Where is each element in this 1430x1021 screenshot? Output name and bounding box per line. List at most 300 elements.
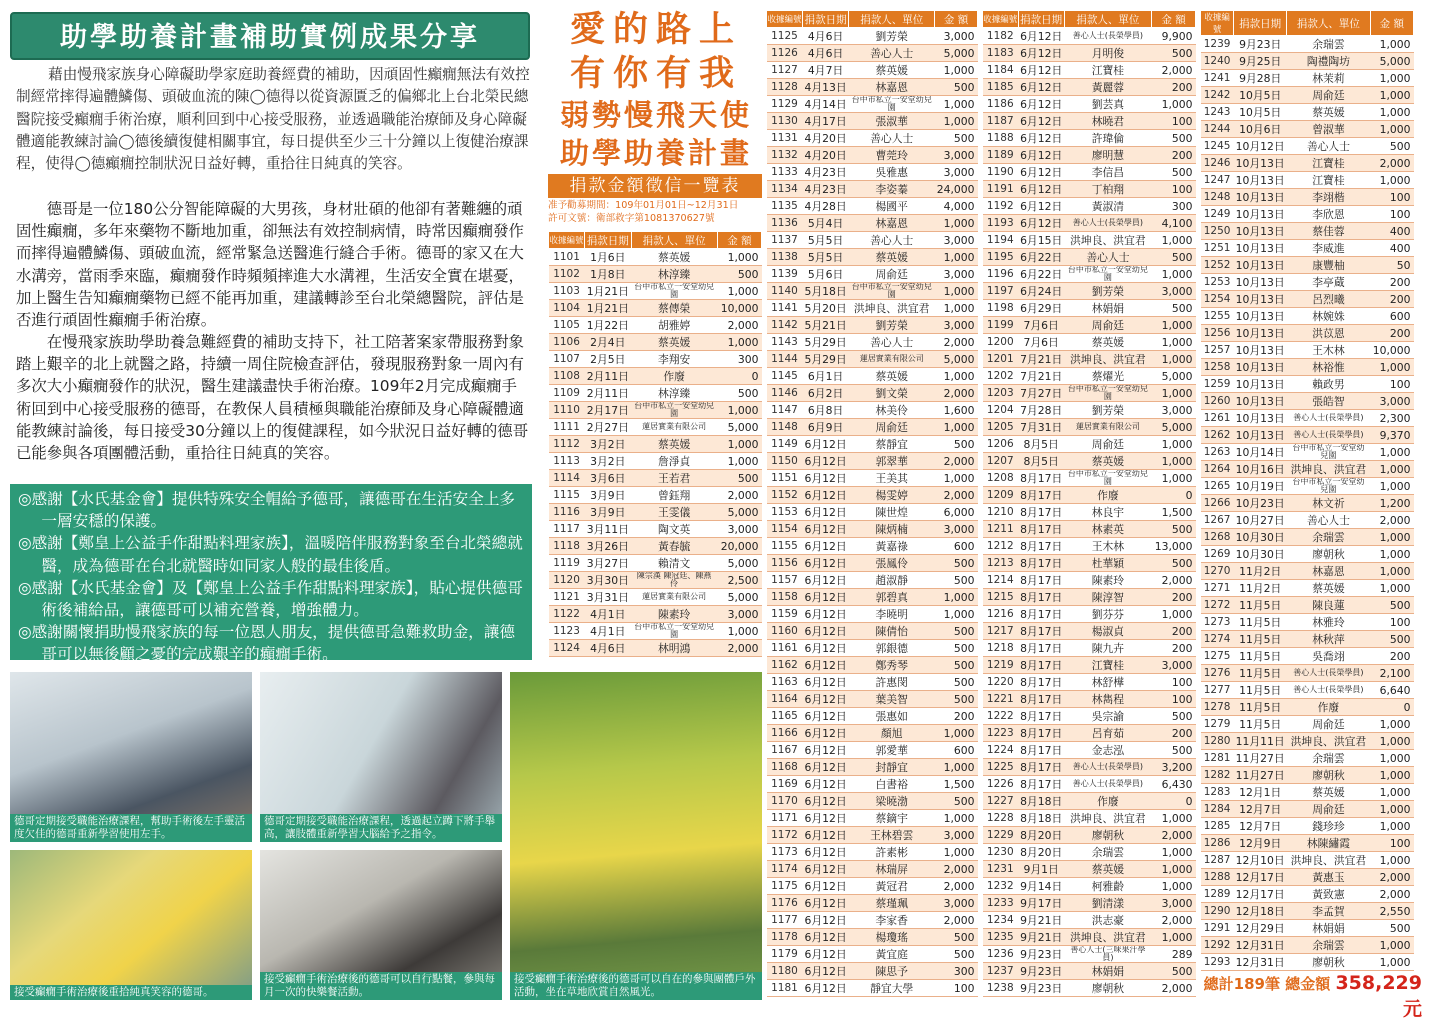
table-cell: 1174	[767, 861, 803, 878]
table-row	[549, 368, 762, 385]
table-cell: 8月17日	[1020, 590, 1063, 604]
totals	[1200, 972, 1422, 1021]
table-cell: 5,000	[935, 45, 978, 62]
table-cell: 蔡英媛	[1287, 104, 1370, 121]
table-cell: 5,000	[717, 419, 761, 436]
table-cell: 1,000	[1152, 878, 1196, 895]
table-cell: 1107	[549, 351, 585, 368]
table-cell: 6月12日	[1020, 29, 1063, 43]
table-row	[1201, 818, 1414, 835]
table-cell: 12月31日	[1235, 955, 1285, 969]
table-cell: 6月12日	[804, 862, 847, 876]
table-cell: 1,000	[1370, 937, 1413, 954]
table-cell: 8月17日	[1020, 675, 1063, 689]
table-cell: 8月17日	[1020, 471, 1063, 485]
table-cell: 善心人士(長榮學員)	[1287, 410, 1370, 427]
table-cell: 張惠如	[849, 708, 935, 725]
table-cell: 1,000	[1152, 436, 1196, 453]
table-cell: 1112	[549, 436, 585, 453]
table-row	[1201, 104, 1414, 121]
table-cell: 蔡瑾珮	[849, 895, 935, 912]
table-cell: 林嘉恩	[849, 215, 935, 232]
table-cell: 1258	[1201, 359, 1234, 376]
table-cell: 1151	[767, 470, 803, 487]
table-row	[983, 759, 1196, 776]
table-cell: 1235	[983, 929, 1019, 946]
table-cell: 11月5日	[1234, 682, 1287, 699]
table-cell: 12月7日	[1234, 801, 1287, 818]
table-row	[767, 351, 978, 368]
table-cell: 500	[935, 793, 978, 810]
table-cell: 3月6日	[585, 470, 631, 487]
table-header: 收據編號	[1201, 11, 1234, 36]
table-row	[983, 946, 1196, 963]
table-row	[767, 334, 978, 351]
table-cell: 3,000	[935, 827, 978, 844]
table-row	[767, 691, 978, 708]
table-cell: 蓮居實業有限公司	[631, 419, 717, 436]
table-row	[1201, 597, 1414, 614]
table-row	[549, 266, 762, 283]
table-cell: 5,000	[1370, 53, 1413, 70]
table-cell: 500	[717, 385, 761, 402]
table-cell: 1,000	[935, 96, 978, 113]
table-cell: 林瑞屏	[849, 861, 935, 878]
table-cell: 1,000	[717, 623, 761, 640]
table-cell: 1,000	[1370, 784, 1413, 801]
table-row	[767, 946, 978, 963]
table-cell: 5月29日	[804, 335, 847, 349]
table-cell: 10月13日	[1235, 309, 1285, 323]
table-row	[767, 878, 978, 895]
table-cell: 6月12日	[804, 896, 847, 910]
donation-table-4	[1200, 10, 1414, 971]
table-cell: 5,000	[935, 351, 978, 368]
table-cell: 1145	[767, 368, 803, 385]
story-paragraph-2: 在慢飛家族助學助養急難經費的補助支持下，社工陪著案家帶服務對象踏上艱辛的北上就醫之路，持續一周住院檢查評估，發現服務對象一周內有多次大小癲癇發作的狀況，醫生建議盡快手術治療。109年2月完成癲癇手術回到中心接受服務的德哥，在教保人員積極與職能治療師及身心障礙體適能教練討論後，每日接受30分鐘以上的復健課程，如今狀況日益好轉的德哥已能參與各項團體活動，重拾往日純真的笑容。	[16, 333, 529, 463]
table-cell: 黃惠玉	[1287, 869, 1370, 886]
table-row	[983, 181, 1196, 198]
table-cell: 1163	[767, 674, 803, 691]
table-row	[767, 504, 978, 521]
table-cell: 李欣恩	[1287, 206, 1370, 223]
table-cell: 10月5日	[1234, 104, 1287, 121]
table-cell: 200	[1152, 147, 1196, 164]
table-cell: 廖朝秋	[1064, 827, 1151, 844]
table-row	[767, 181, 978, 198]
table-cell: 林曉君	[1064, 113, 1151, 130]
table-cell: 葉美智	[849, 691, 935, 708]
table-cell: 善心人士	[1287, 138, 1370, 155]
table-cell: 1286	[1201, 835, 1234, 852]
table-cell: 4月13日	[804, 80, 847, 94]
table-row	[767, 895, 978, 912]
table-row	[983, 402, 1196, 419]
table-cell: 0	[717, 368, 761, 385]
table-cell: 1208	[983, 470, 1019, 487]
table-cell: 5月29日	[804, 352, 847, 366]
table-cell: 5,000	[1152, 368, 1196, 385]
table-cell: 劉芬芬	[1064, 606, 1151, 623]
table-cell: 9月23日	[1020, 947, 1063, 961]
table-header: 捐款日期	[1018, 11, 1064, 28]
table-cell: 8月17日	[1020, 522, 1063, 536]
table-cell: 陳炳楠	[849, 521, 935, 538]
table-cell: 100	[1152, 181, 1196, 198]
table-cell: 善心人士(長榮學員)	[1287, 682, 1370, 699]
table-row	[1201, 801, 1414, 818]
table-row	[983, 674, 1196, 691]
table-cell: 6月12日	[804, 641, 847, 655]
table-cell: 1179	[767, 946, 803, 963]
table-header: 金 額	[1370, 11, 1413, 36]
table-row	[1201, 274, 1414, 291]
table-cell: 陳九卉	[1064, 640, 1151, 657]
table-row	[549, 402, 762, 419]
table-cell: 余瑞雲	[1287, 36, 1370, 53]
table-cell: 1,600	[935, 402, 978, 419]
table-cell: 3,000	[1152, 895, 1196, 912]
table-cell: 2,000	[717, 640, 761, 657]
table-cell: 8月5日	[1018, 436, 1064, 453]
table-cell: 台中市私立一安堂幼兒園	[849, 96, 935, 113]
table-cell: 500	[1152, 742, 1196, 759]
table-cell: 蓮居實業有限公司	[849, 351, 935, 368]
table-cell: 洪坤良、洪宜君	[849, 300, 935, 317]
table-cell: 1229	[983, 827, 1019, 844]
table-cell: 1,000	[1152, 351, 1196, 368]
table-cell: 2,000	[1152, 62, 1196, 79]
table-cell: 1275	[1201, 648, 1234, 665]
table-cell: 1133	[767, 164, 803, 181]
table-cell: 2,000	[1370, 155, 1413, 172]
table-cell: 黃致憲	[1287, 886, 1370, 903]
table-cell: 1194	[983, 232, 1019, 249]
table-cell: 黃宜庭	[849, 946, 935, 963]
table-cell: 1,000	[1152, 929, 1196, 946]
table-cell: 4月28日	[804, 199, 847, 213]
table-cell: 3,000	[935, 232, 978, 249]
table-cell: 600	[1370, 308, 1413, 325]
table-cell: 1271	[1201, 580, 1234, 597]
table-cell: 10月13日	[1235, 224, 1285, 238]
story-banner: 助學助養計畫補助實例成果分享	[10, 12, 530, 60]
table-cell: 6月12日	[804, 522, 847, 536]
table-cell: 1277	[1201, 682, 1234, 699]
table-cell: 蔡英媛	[1064, 334, 1151, 351]
table-cell: 500	[1370, 138, 1413, 155]
table-cell: 11月5日	[1234, 631, 1287, 648]
table-cell: 1147	[767, 402, 803, 419]
table-row	[983, 300, 1196, 317]
table-cell: 陳世煌	[849, 504, 935, 521]
table-row	[767, 963, 978, 980]
table-row	[983, 453, 1196, 470]
table-cell: 10月30日	[1235, 530, 1285, 544]
table-cell: 1月21日	[585, 300, 631, 317]
table-cell: 200	[1152, 79, 1196, 96]
table-cell: 1,000	[1152, 861, 1196, 878]
table-cell: 林嘉恩	[1287, 563, 1370, 580]
table-cell: 6月12日	[1020, 97, 1063, 111]
table-cell: 胡雅婷	[631, 317, 717, 334]
table-cell: 1,000	[1370, 87, 1413, 104]
period-info	[548, 199, 764, 225]
table-cell: 2月17日	[585, 402, 631, 419]
table-cell: 1175	[767, 878, 803, 895]
table-cell: 趙淑靜	[849, 572, 935, 589]
table-cell: 1260	[1201, 393, 1234, 410]
table-row	[767, 793, 978, 810]
table-row	[983, 249, 1196, 266]
table-cell: 陳素玲	[631, 606, 717, 623]
table-cell: 1210	[983, 504, 1019, 521]
table-cell: 洪坤良、洪宜君	[1064, 810, 1151, 827]
table-cell: 1,000	[935, 113, 978, 130]
table-cell: 1290	[1201, 903, 1234, 920]
table-cell: 1192	[983, 198, 1019, 215]
table-cell: 許素彬	[849, 844, 935, 861]
table-cell: 500	[1152, 555, 1196, 572]
table-header: 金 額	[935, 11, 978, 28]
table-cell: 6月12日	[1020, 114, 1063, 128]
table-cell: 1150	[767, 453, 803, 470]
table-cell: 蔡英媛	[631, 334, 717, 351]
table-row	[767, 96, 978, 113]
table-cell: 12月7日	[1234, 818, 1287, 835]
table-cell: 1116	[549, 504, 585, 521]
table-cell: 8月17日	[1020, 709, 1063, 723]
table-header: 收據編號	[549, 232, 585, 249]
table-cell: 1219	[983, 657, 1019, 674]
table-cell: 1,000	[1152, 334, 1196, 351]
table-cell: 1,000	[1152, 453, 1196, 470]
table-cell: 1193	[983, 215, 1019, 232]
table-cell: 1253	[1201, 274, 1234, 291]
table-row	[983, 572, 1196, 589]
table-cell: 12月31日	[1235, 938, 1285, 952]
table-cell: 1110	[549, 402, 585, 419]
table-cell: 丁柏翔	[1064, 181, 1151, 198]
table-cell: 4月1日	[585, 623, 631, 640]
table-row	[983, 708, 1196, 725]
permit-line: 許可文號：衛部救字第1081370627號	[548, 213, 715, 224]
table-row	[767, 589, 978, 606]
table-cell: 10月5日	[1234, 87, 1287, 104]
table-cell: 5,000	[717, 589, 761, 606]
table-cell: 曹莞玲	[849, 147, 935, 164]
table-cell: 郭銀德	[849, 640, 935, 657]
table-cell: 林素英	[1064, 521, 1151, 538]
table-cell: 7月21日	[1020, 352, 1063, 366]
table-cell: 1148	[767, 419, 803, 436]
table-cell: 林娟娟	[1064, 300, 1151, 317]
table-cell: 周俞廷	[1287, 87, 1370, 104]
table-cell: 陳素玲	[1064, 572, 1151, 589]
table-cell: 1,000	[1370, 546, 1413, 563]
table-row	[983, 351, 1196, 368]
table-cell: 金志泓	[1064, 742, 1151, 759]
table-cell: 1,000	[1370, 172, 1413, 189]
table-cell: 6月12日	[804, 845, 847, 859]
table-row	[983, 742, 1196, 759]
table-header: 捐款日期	[1234, 11, 1287, 36]
table-cell: 詹淨貞	[631, 453, 717, 470]
table-cell: 2,000	[1370, 886, 1413, 903]
table-cell: 1109	[549, 385, 585, 402]
table-cell: 1183	[983, 45, 1019, 62]
table-cell: 1,000	[1370, 121, 1413, 138]
table-row	[767, 742, 978, 759]
table-cell: 6月12日	[804, 658, 847, 672]
table-cell: 李翔安	[631, 351, 717, 368]
table-cell: 1173	[767, 844, 803, 861]
table-cell: 陶文英	[631, 521, 717, 538]
table-cell: 6月1日	[803, 368, 849, 385]
table-cell: 289	[1152, 946, 1196, 963]
table-row	[983, 436, 1196, 453]
photo-smiling	[10, 850, 252, 1000]
table-cell: 6月12日	[804, 624, 847, 638]
table-cell: 300	[935, 963, 978, 980]
photo-ordering-meal	[260, 850, 502, 1000]
table-cell: 6,000	[935, 504, 978, 521]
table-cell: 8月17日	[1020, 658, 1063, 672]
table-cell: 1293	[1201, 954, 1234, 971]
table-cell: 1,000	[1370, 733, 1413, 750]
table-cell: 500	[935, 79, 978, 96]
photo-caption: 接受癲癇手術治療後重拾純真笑容的德哥。	[10, 985, 252, 1000]
table-header: 捐款日期	[803, 11, 849, 28]
table-row	[983, 130, 1196, 147]
table-cell: 1,000	[1152, 606, 1196, 623]
table-cell: 500	[1152, 708, 1196, 725]
table-cell: 3月27日	[585, 555, 631, 572]
table-cell: 1,000	[717, 249, 761, 266]
table-cell: 8月20日	[1020, 845, 1063, 859]
table-cell: 200	[1152, 640, 1196, 657]
table-cell: 1131	[767, 130, 803, 147]
table-header: 捐款人、單位	[1064, 11, 1151, 28]
table-cell: 廖朝秋	[1064, 980, 1151, 997]
table-cell: 1189	[983, 147, 1019, 164]
table-cell: 8月17日	[1020, 624, 1063, 638]
table-row	[1201, 869, 1414, 886]
table-row	[549, 589, 762, 606]
table-row	[767, 283, 978, 300]
table-cell: 周俞廷	[849, 266, 935, 283]
table-cell: 1236	[983, 946, 1019, 963]
table-cell: 洪坤良、洪宜君	[1287, 461, 1370, 478]
table-cell: 蔡英媛	[631, 249, 717, 266]
table-cell: 6月2日	[803, 385, 849, 402]
table-cell: 1,000	[1370, 801, 1413, 818]
table-cell: 1185	[983, 79, 1019, 96]
table-cell: 6月12日	[804, 879, 847, 893]
table-cell: 600	[935, 538, 978, 555]
table-cell: 1261	[1201, 410, 1234, 427]
table-cell: 1122	[549, 606, 585, 623]
title-line-1: 愛的路上	[569, 9, 742, 50]
table-cell: 3月2日	[585, 436, 631, 453]
table-cell: 台中市私立一安堂幼兒園	[1064, 470, 1151, 487]
table-cell: 江寶桂	[1064, 62, 1151, 79]
table-cell: 1,000	[935, 300, 978, 317]
table-cell: 1182	[983, 28, 1019, 45]
table-cell: 12月1日	[1234, 784, 1287, 801]
table-cell: 善心人士	[849, 130, 935, 147]
table-cell: 6月12日	[804, 913, 847, 927]
table-cell: 1139	[767, 266, 803, 283]
table-cell: 500	[935, 623, 978, 640]
table-cell: 1123	[549, 623, 585, 640]
table-cell: 作廢	[1064, 793, 1151, 810]
table-cell: 林娟娟	[1287, 920, 1370, 937]
table-row	[1201, 495, 1414, 512]
table-row	[767, 861, 978, 878]
table-cell: 5月21日	[804, 318, 847, 332]
table-cell: 1144	[767, 351, 803, 368]
table-cell: 1,000	[1370, 70, 1413, 87]
table-cell: 吳雅惠	[849, 164, 935, 181]
table-row	[1201, 512, 1414, 529]
table-cell: 廖朝秋	[1287, 954, 1370, 971]
table-row	[983, 198, 1196, 215]
table-cell: 1265	[1201, 478, 1234, 495]
table-row	[983, 62, 1196, 79]
table-row	[1201, 121, 1414, 138]
table-cell: 500	[935, 691, 978, 708]
table-cell: 6月29日	[1020, 301, 1063, 315]
table-cell: 6月24日	[1020, 284, 1063, 298]
table-cell: 1157	[767, 572, 803, 589]
table-cell: 7月31日	[1020, 420, 1063, 434]
table-cell: 1262	[1201, 427, 1234, 444]
table-row	[983, 266, 1196, 283]
table-row	[767, 266, 978, 283]
table-cell: 黃淑清	[1064, 198, 1151, 215]
table-cell: 2月27日	[585, 419, 631, 436]
table-row	[767, 640, 978, 657]
table-cell: 500	[935, 674, 978, 691]
table-cell: 台中市私立一安堂幼兒園	[849, 283, 935, 300]
table-cell: 1201	[983, 351, 1019, 368]
table-cell: 周俞廷	[1064, 436, 1151, 453]
table-cell: 1202	[983, 368, 1019, 385]
table-cell: 劉文榮	[849, 385, 935, 402]
table-cell: 1120	[549, 572, 585, 589]
table-cell: 1207	[983, 453, 1019, 470]
table-row	[767, 810, 978, 827]
table-row	[549, 555, 762, 572]
table-row	[1201, 716, 1414, 733]
table-cell: 1283	[1201, 784, 1234, 801]
table-row	[1201, 189, 1414, 206]
table-cell: 500	[1152, 45, 1196, 62]
table-cell: 1月8日	[585, 266, 631, 283]
table-row	[1201, 750, 1414, 767]
table-cell: 李信昌	[1064, 164, 1151, 181]
table-row	[549, 538, 762, 555]
table-cell: 2,000	[717, 487, 761, 504]
table-cell: 3,000	[1152, 283, 1196, 300]
table-row	[767, 28, 978, 45]
table-cell: 1月22日	[585, 317, 631, 334]
table-cell: 1217	[983, 623, 1019, 640]
table-row	[767, 912, 978, 929]
table-cell: 100	[935, 980, 978, 997]
table-cell: 8月17日	[1020, 505, 1063, 519]
